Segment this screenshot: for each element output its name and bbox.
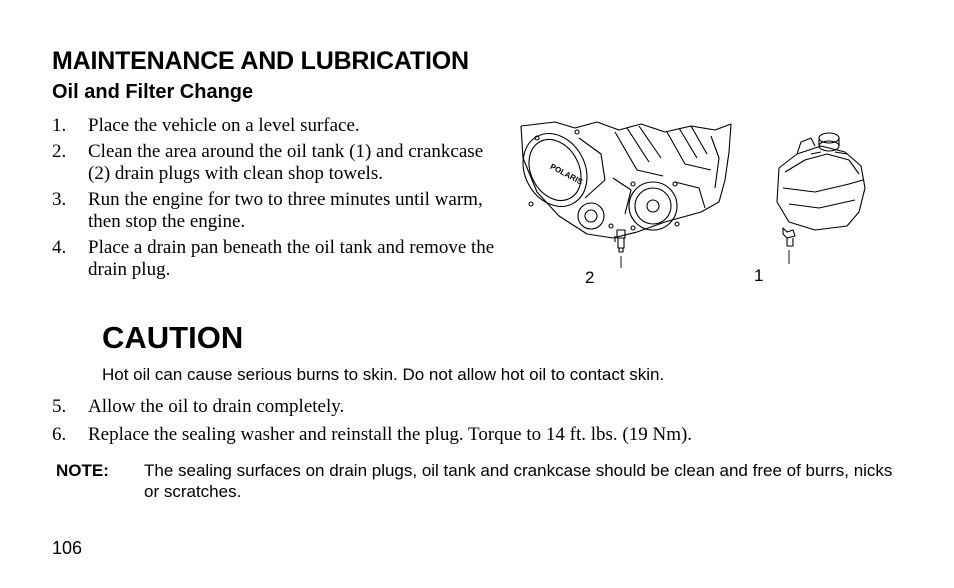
step-text: Replace the sealing washer and reinstall the plug. Torque to 14 ft. lbs. (19 Nm). <box>88 424 693 445</box>
engine-logo: POLARIS <box>548 161 585 187</box>
step-text: Allow the oil to drain completely. <box>88 396 345 417</box>
list-item <box>52 189 502 233</box>
list-item <box>52 424 912 446</box>
step-number: 2. <box>52 141 67 162</box>
subsection-title: Oil and Filter Change <box>52 81 254 103</box>
caution-text: Hot oil can cause serious burns to skin. Do not allow hot oil to contact skin. <box>102 365 665 384</box>
callout-oil-tank-plug: 1 <box>754 266 764 285</box>
list-item <box>52 396 912 418</box>
caution-heading: CAUTION <box>102 320 244 355</box>
list-item <box>52 141 502 185</box>
step-text: Run the engine for two to three minutes until warm, then stop the engine. <box>88 189 483 232</box>
step-text: Clean the area around the oil tank (1) and crankcase (2) drain plugs with clean shop towels. <box>88 141 484 184</box>
step-number: 6. <box>52 424 67 445</box>
step-number: 5. <box>52 396 67 417</box>
steps-list-after-caution <box>52 396 912 452</box>
engine-and-oil-tank-drawing <box>515 118 875 298</box>
step-number: 3. <box>52 189 67 210</box>
list-item <box>52 115 502 137</box>
callout-crankcase-plug: 2 <box>585 268 595 287</box>
list-item <box>52 237 502 281</box>
section-title: MAINTENANCE AND LUBRICATION <box>52 47 469 75</box>
step-text: Place the vehicle on a level surface. <box>88 115 360 136</box>
page-number: 106 <box>52 538 83 558</box>
note-block <box>56 460 896 502</box>
step-number: 4. <box>52 237 67 258</box>
note-label: NOTE: <box>56 461 109 480</box>
note-text: The sealing surfaces on drain plugs, oil tank and crankcase should be clean and free of burrs, nicks or scratches. <box>144 461 893 501</box>
step-text: Place a drain pan beneath the oil tank and remove the drain plug. <box>88 237 495 280</box>
step-number: 1. <box>52 115 67 136</box>
drain-plug-illustration <box>515 118 875 298</box>
steps-list-before-caution <box>52 115 502 285</box>
